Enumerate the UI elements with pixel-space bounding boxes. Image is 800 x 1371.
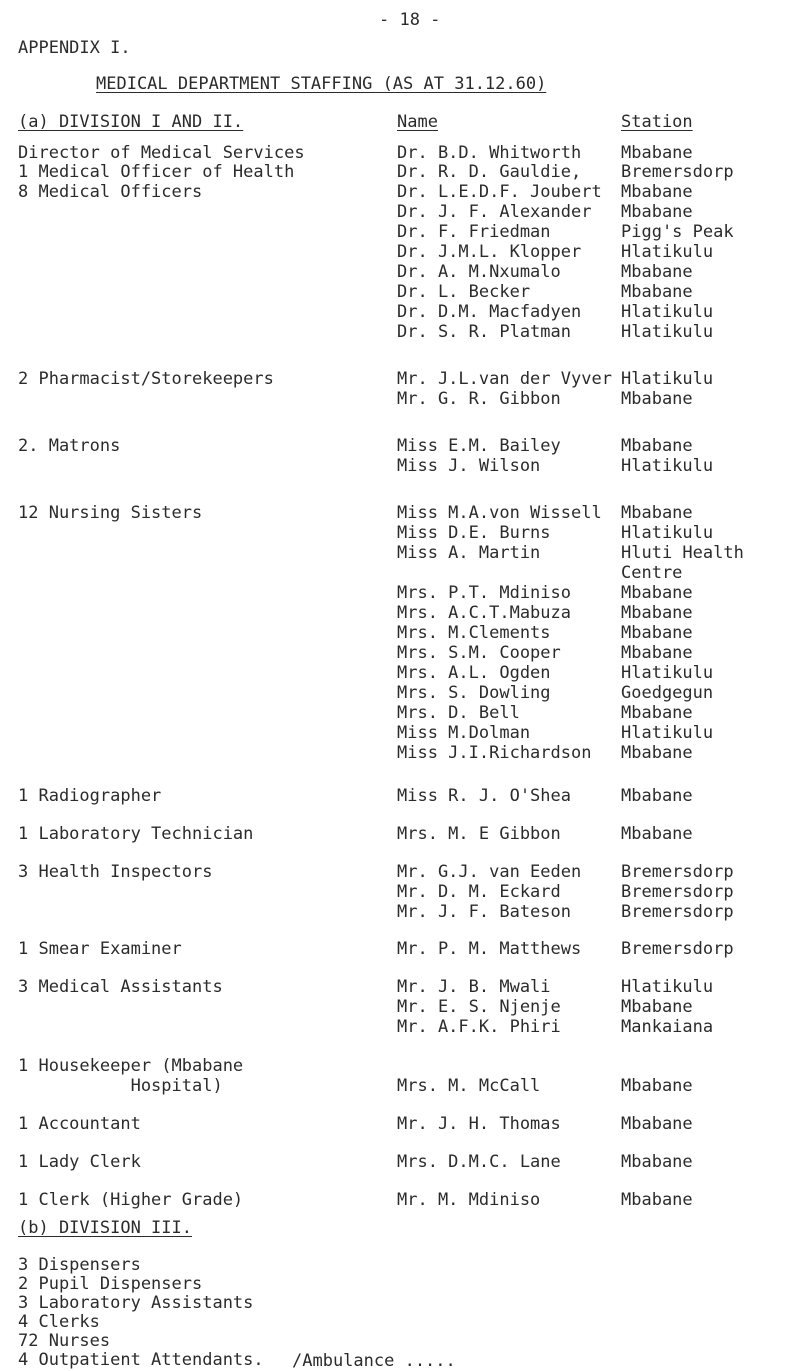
table-row — [0, 743, 800, 763]
station-cell: Hlatikulu — [621, 723, 714, 743]
table-row — [0, 182, 800, 202]
position-cell: Hospital) — [18, 1076, 223, 1096]
page-number: - 18 - — [379, 10, 441, 30]
table-row — [0, 683, 800, 703]
station-cell: Mbabane — [621, 182, 693, 202]
table-row — [0, 902, 800, 922]
station-cell: Hlatikulu — [621, 242, 714, 262]
station-cell: Mbabane — [621, 1076, 693, 1096]
station-cell: Mbabane — [621, 703, 693, 723]
name-cell: Mrs. A.L. Ogden — [397, 663, 551, 683]
table-row — [0, 202, 800, 222]
section-a-heading: (a) DIVISION I AND II. — [18, 112, 244, 132]
table-row — [0, 1190, 800, 1210]
name-cell: Dr. J. F. Alexander — [397, 202, 592, 222]
name-cell: Miss M.A.von Wissell — [397, 503, 602, 523]
name-cell: Mrs. S.M. Cooper — [397, 643, 561, 663]
table-row — [0, 786, 800, 806]
station-cell: Mbabane — [621, 436, 693, 456]
table-row — [0, 503, 800, 523]
list-item: 4 Outpatient Attendants. — [18, 1350, 264, 1370]
station-cell: Bremersdorp — [621, 902, 734, 922]
table-row — [0, 997, 800, 1017]
station-cell: Hlatikulu — [621, 456, 714, 476]
document-title: MEDICAL DEPARTMENT STAFFING (AS AT 31.12.60) — [96, 74, 547, 94]
name-cell: Dr. J.M.L. Klopper — [397, 242, 582, 262]
station-cell: Hlatikulu — [621, 977, 714, 997]
name-cell: Mr. M. Mdiniso — [397, 1190, 541, 1210]
position-cell: 1 Smear Examiner — [18, 939, 182, 959]
table-row — [0, 389, 800, 409]
position-cell: 1 Radiographer — [18, 786, 162, 806]
table-row — [0, 1076, 800, 1096]
station-cell: Mbabane — [621, 1114, 693, 1134]
appendix-label: APPENDIX I. — [18, 38, 131, 58]
name-cell: Mr. G. R. Gibbon — [397, 389, 561, 409]
position-cell: 2. Matrons — [18, 436, 121, 456]
name-cell: Miss J. Wilson — [397, 456, 541, 476]
name-cell: Mr. D. M. Eckard — [397, 882, 561, 902]
station-cell: Bremersdorp — [621, 882, 734, 902]
footer-catchword: /Ambulance ..... — [292, 1351, 456, 1371]
table-row — [0, 262, 800, 282]
table-row — [0, 723, 800, 743]
list-item: 3 Laboratory Assistants — [18, 1293, 254, 1313]
name-cell: Mr. A.F.K. Phiri — [397, 1017, 561, 1037]
name-cell: Mr. E. S. Njenje — [397, 997, 561, 1017]
table-row — [0, 583, 800, 603]
station-cell: Mbabane — [621, 1190, 693, 1210]
name-cell: Mrs. D.M.C. Lane — [397, 1152, 561, 1172]
station-cell: Mbabane — [621, 282, 693, 302]
table-row — [0, 603, 800, 623]
station-cell: Hlatikulu — [621, 663, 714, 683]
table-row — [0, 977, 800, 997]
name-cell: Dr. L.E.D.F. Joubert — [397, 182, 602, 202]
table-row — [0, 456, 800, 476]
list-item: 4 Clerks — [18, 1312, 100, 1332]
list-item: 2 Pupil Dispensers — [18, 1274, 203, 1294]
position-cell: 1 Lady Clerk — [18, 1152, 141, 1172]
name-cell: Miss J.I.Richardson — [397, 743, 592, 763]
position-cell: Director of Medical Services — [18, 143, 305, 163]
table-row — [0, 939, 800, 959]
list-item: 72 Nurses — [18, 1331, 111, 1351]
station-cell: Mbabane — [621, 997, 693, 1017]
table-row — [0, 882, 800, 902]
name-cell: Dr. F. Friedman — [397, 222, 551, 242]
station-cell: Mbabane — [621, 583, 693, 603]
name-cell: Miss M.Dolman — [397, 723, 531, 743]
table-row — [0, 563, 800, 583]
station-cell: Hluti Health — [621, 543, 744, 563]
table-row — [0, 543, 800, 563]
name-cell: Mr. G.J. van Eeden — [397, 862, 582, 882]
table-row — [0, 1114, 800, 1134]
position-cell: 3 Medical Assistants — [18, 977, 223, 997]
station-cell: Hlatikulu — [621, 302, 714, 322]
name-cell: Dr. S. R. Platman — [397, 322, 571, 342]
station-cell: Mbabane — [621, 623, 693, 643]
list-item: 3 Dispensers — [18, 1255, 141, 1275]
name-cell: Mr. J. B. Mwali — [397, 977, 551, 997]
name-cell: Dr. L. Becker — [397, 282, 531, 302]
name-cell: Dr. D.M. Macfadyen — [397, 302, 582, 322]
name-cell: Mrs. M.Clements — [397, 623, 551, 643]
column-header-name: Name — [397, 112, 438, 132]
table-row — [0, 623, 800, 643]
table-row — [0, 1056, 800, 1076]
name-cell: Miss D.E. Burns — [397, 523, 551, 543]
name-cell: Mrs. P.T. Mdiniso — [397, 583, 571, 603]
name-cell: Mrs. M. McCall — [397, 1076, 541, 1096]
table-row — [0, 302, 800, 322]
station-cell: Mbabane — [621, 143, 693, 163]
station-cell: Mankaiana — [621, 1017, 714, 1037]
name-cell: Dr. R. D. Gauldie, — [397, 162, 582, 182]
station-cell: Hlatikulu — [621, 369, 714, 389]
table-row — [0, 369, 800, 389]
station-cell: Mbabane — [621, 824, 693, 844]
name-cell: Mr. P. M. Matthews — [397, 939, 582, 959]
position-cell: 12 Nursing Sisters — [18, 503, 203, 523]
position-cell: 1 Clerk (Higher Grade) — [18, 1190, 244, 1210]
station-cell: Bremersdorp — [621, 939, 734, 959]
station-cell: Bremersdorp — [621, 162, 734, 182]
name-cell: Mrs. A.C.T.Mabuza — [397, 603, 571, 623]
station-cell: Bremersdorp — [621, 862, 734, 882]
position-cell: 1 Medical Officer of Health — [18, 162, 295, 182]
station-cell: Mbabane — [621, 389, 693, 409]
station-cell: Mbabane — [621, 262, 693, 282]
position-cell: 2 Pharmacist/Storekeepers — [18, 369, 274, 389]
name-cell: Miss R. J. O'Shea — [397, 786, 571, 806]
station-cell: Mbabane — [621, 603, 693, 623]
name-cell: Mrs. D. Bell — [397, 703, 520, 723]
table-row — [0, 242, 800, 262]
position-cell: 1 Accountant — [18, 1114, 141, 1134]
table-row — [0, 143, 800, 163]
station-cell: Hlatikulu — [621, 322, 714, 342]
name-cell: Dr. A. M.Nxumalo — [397, 262, 561, 282]
station-cell: Mbabane — [621, 202, 693, 222]
column-header-station: Station — [621, 112, 693, 132]
name-cell: Mr. J. F. Bateson — [397, 902, 571, 922]
name-cell: Mr. J.L.van der Vyver — [397, 369, 612, 389]
table-row — [0, 643, 800, 663]
position-cell: 3 Health Inspectors — [18, 862, 213, 882]
table-row — [0, 222, 800, 242]
table-row — [0, 703, 800, 723]
station-cell: Hlatikulu — [621, 523, 714, 543]
station-cell: Mbabane — [621, 643, 693, 663]
table-row — [0, 862, 800, 882]
table-row — [0, 1017, 800, 1037]
table-row — [0, 824, 800, 844]
station-cell: Mbabane — [621, 743, 693, 763]
table-row — [0, 282, 800, 302]
table-row — [0, 663, 800, 683]
table-row — [0, 322, 800, 342]
station-cell: Goedgegun — [621, 683, 714, 703]
position-cell: 1 Laboratory Technician — [18, 824, 254, 844]
name-cell: Mr. J. H. Thomas — [397, 1114, 561, 1134]
table-row — [0, 523, 800, 543]
station-cell: Mbabane — [621, 503, 693, 523]
name-cell: Dr. B.D. Whitworth — [397, 143, 582, 163]
table-row — [0, 162, 800, 182]
station-cell: Centre — [621, 563, 683, 583]
name-cell: Miss E.M. Bailey — [397, 436, 561, 456]
table-row — [0, 1152, 800, 1172]
station-cell: Pigg's Peak — [621, 222, 734, 242]
station-cell: Mbabane — [621, 786, 693, 806]
section-b-heading: (b) DIVISION III. — [18, 1218, 192, 1238]
table-row — [0, 436, 800, 456]
name-cell: Miss A. Martin — [397, 543, 541, 563]
name-cell: Mrs. M. E Gibbon — [397, 824, 561, 844]
name-cell: Mrs. S. Dowling — [397, 683, 551, 703]
position-cell: 8 Medical Officers — [18, 182, 203, 202]
position-cell: 1 Housekeeper (Mbabane — [18, 1056, 244, 1076]
station-cell: Mbabane — [621, 1152, 693, 1172]
